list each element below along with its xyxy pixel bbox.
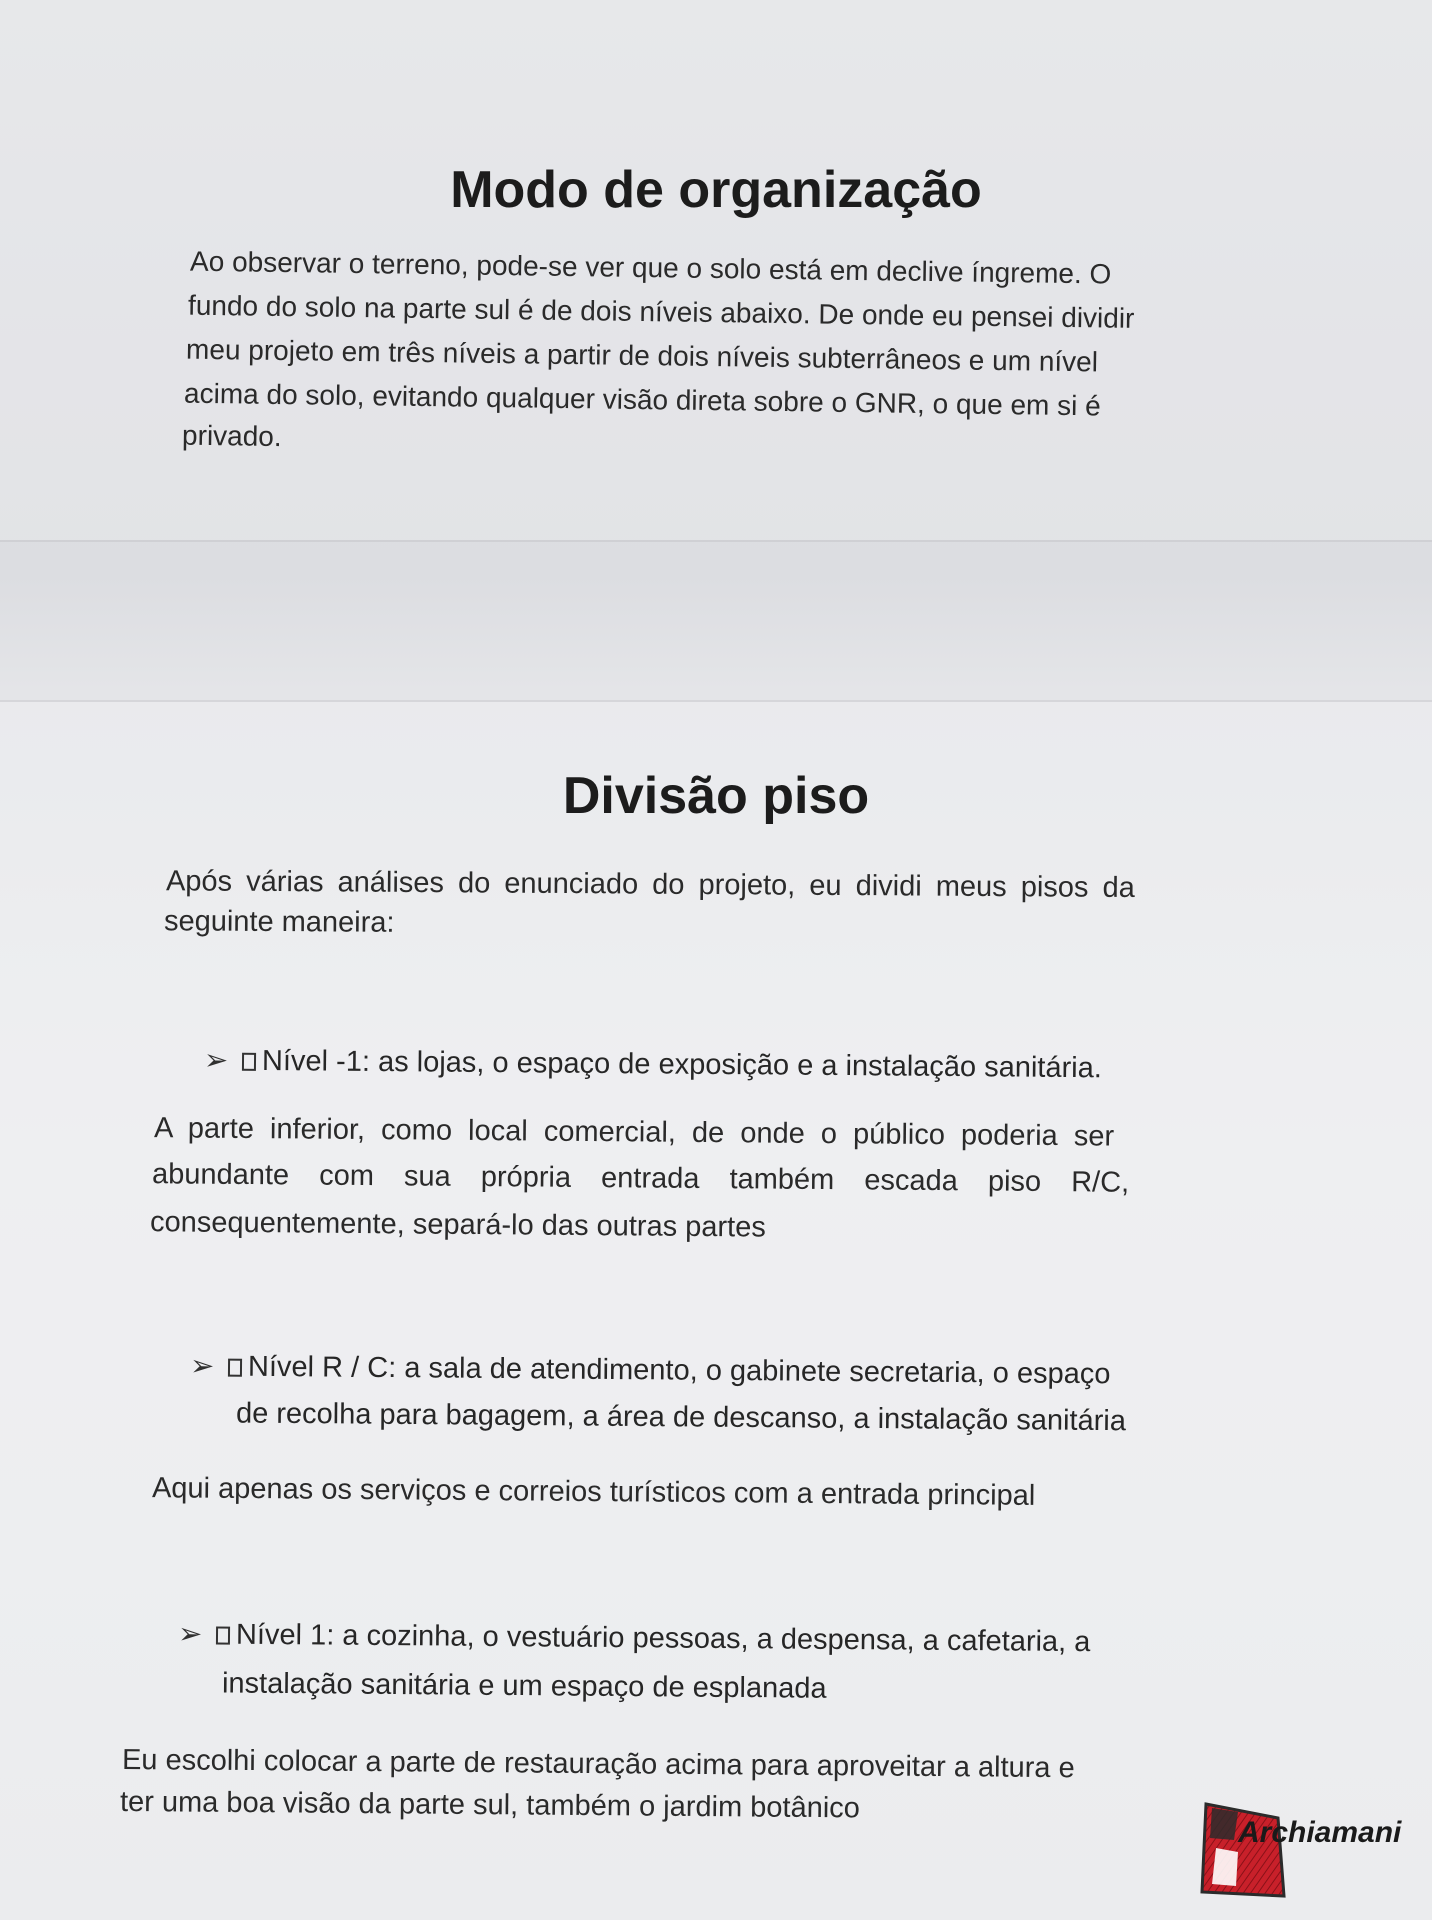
- paragraph-line: Ao observar o terreno, pode-se ver que o solo está em declive íngreme. O: [189, 245, 1112, 290]
- description-line: consequentemente, separá-lo das outras partes: [149, 1206, 766, 1244]
- missing-glyph-box-icon: [228, 1359, 242, 1377]
- section-title-divisao-piso: Divisão piso: [562, 767, 870, 825]
- paragraph-line: acima do solo, evitando qualquer visão direta sobre o GNR, o que em si é: [183, 377, 1101, 422]
- arrow-bullet-icon: ➢: [177, 1616, 203, 1651]
- list-item: [204, 1037, 1244, 1091]
- description-line: ter uma boa visão da parte sul, também o jardim botânico: [119, 1785, 861, 1825]
- arrow-bullet-icon: ➢: [189, 1348, 215, 1383]
- watermark-text: Archiamani: [1238, 1816, 1402, 1849]
- level-label-line: Nível R / C: a sala de atendimento, o gabinete secretaria, o espaço: [247, 1350, 1111, 1391]
- missing-glyph-box-icon: [242, 1053, 256, 1071]
- paragraph-line: fundo do solo na parte sul é de dois níveis abaixo. De onde eu pensei dividir: [187, 289, 1135, 334]
- description-line: A parte inferior, como local comercial, de onde o público poderia ser: [153, 1112, 1115, 1153]
- section-title-organizacao: Modo de organização: [450, 161, 982, 219]
- archiamani-logo-icon: [1198, 1800, 1286, 1900]
- arrow-bullet-icon: ➢: [203, 1042, 229, 1077]
- missing-glyph-box-icon: [216, 1627, 230, 1645]
- paragraph-line: meu projeto em três níveis a partir de dois níveis subterrâneos e um nível: [185, 333, 1099, 378]
- level-label-line: de recolha para bagagem, a área de descanso, a instalação sanitária: [235, 1397, 1127, 1438]
- list-item: [190, 1343, 1270, 1397]
- paragraph-line: privado.: [181, 419, 282, 453]
- level-label-line: Nível -1: as lojas, o espaço de exposição e a instalação sanitária.: [261, 1044, 1102, 1085]
- description-line: abundante com sua própria entrada também escada piso R/C,: [151, 1158, 1130, 1199]
- level-label-line: Nível 1: a cozinha, o vestuário pessoas, a despensa, a cafetaria, a: [235, 1618, 1091, 1659]
- level-label-line: instalação sanitária e um espaço de esplanada: [221, 1667, 827, 1705]
- intro-line: Após várias análises do enunciado do projeto, eu dividi meus pisos da: [165, 865, 1135, 904]
- description-line: Eu escolhi colocar a parte de restauração acima para aproveitar a altura e: [121, 1743, 1075, 1785]
- description-line: Aqui apenas os serviços e correios turísticos com a entrada principal: [151, 1472, 1036, 1512]
- paper-fold-line: [0, 540, 1432, 542]
- list-item: [178, 1611, 1278, 1666]
- archiamani-watermark: [1198, 1800, 1408, 1900]
- intro-line: seguinte maneira:: [163, 905, 395, 939]
